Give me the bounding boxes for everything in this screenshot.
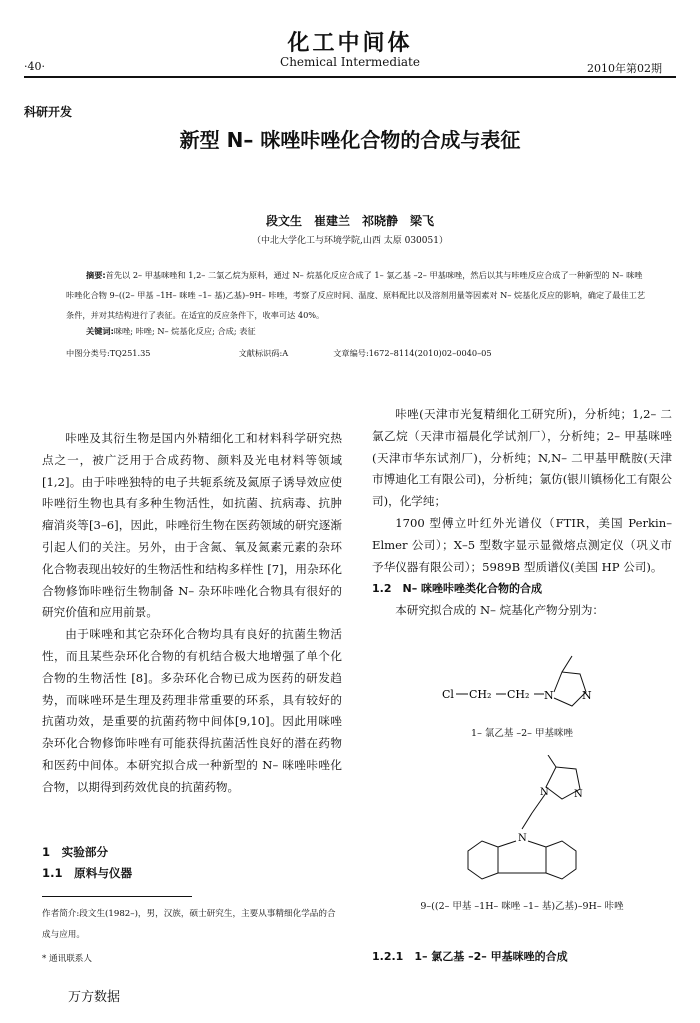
doc-code: 文献标识码:A xyxy=(238,348,289,358)
section-tag: 科研开发 xyxy=(24,105,73,119)
struct2-n-ring: N xyxy=(574,789,583,800)
affiliation: （中北大学化工与环境学院,山西 太原 030051） xyxy=(252,236,448,246)
struct2-n-ring-2: N xyxy=(540,787,549,798)
journal-logo-cn: 化工中间体 xyxy=(287,30,413,56)
structure-imidazolyl-carbazole xyxy=(460,755,610,890)
authors: 段文生 崔建兰 祁晓静 梁飞 xyxy=(265,214,434,228)
watermark: 万方数据 xyxy=(68,990,121,1005)
methyl-bond xyxy=(562,656,572,672)
materials-paragraph: 咔唑(天津市光复精细化工研究所)，分析纯；1,2– 二氯乙烷（天津市福晨化学试剂厂），分析纯；2– 甲基咪唑(天津市华东试剂厂)，分析纯；N,N– 二甲基甲酰胺(天津市博迪化工有限公司)，分析纯；氯仿(银川镇杨化工有限公司)，化学纯； xyxy=(372,407,672,509)
left-column xyxy=(42,428,342,799)
article-number: 文章编号:1672–8114(2010)02–0040–05 xyxy=(333,348,492,358)
struct1-ch2-a: CH₂ xyxy=(469,688,492,701)
struct1-ch2-b: CH₂ xyxy=(507,688,530,701)
synthesis-intro: 本研究拟合成的 N– 烷基化产物分别为： xyxy=(395,603,605,618)
methyl-bond xyxy=(548,755,556,767)
bond xyxy=(498,841,516,847)
journal-name-en: Chemical Intermediate xyxy=(280,55,420,69)
intro-paragraph-1: 咔唑及其衍生物是国内外精细化工和材料科学研究热点之一，被广泛用于合成药物、颜料及光电材料等领域[1,2]。由于咔唑独特的电子共轭系统及氮原子诱导效应使咔唑衍生物也具有多种生物活性，如抗菌、抗病毒、抗肿瘤消炎等[3–6]，因此，咔唑衍生物在医药领域的研究逐渐引起人们的关注。另外，由于含氮、氧及氮素元素的杂环化合物表现出较好的生物活性和结构多样性 [7]，用杂环化合物修饰咔唑衍生物制备 N– 杂环咔唑化合物具有很好的研究价值和应用前景。 xyxy=(42,431,342,620)
paper-title: 新型 N– 咪唑咔唑化合物的合成与表征 xyxy=(179,128,521,152)
intro-paragraph-2: 由于咪唑和其它杂环化合物均具有良好的抗菌生物活性，而且某些杂环化合物的有机结合极大地增强了单个化合物的生物活性 [8]。多杂环化合物已成为医药的研发趋势，而咪唑环是生理及药理非常重要的环系，具有较好的抗菌功效，是重要的抗菌药物中间体[9,10]。因此用咪唑杂环化合物修饰咔唑有可能获得抗菌活性良好的潜在药物和医药中间体。本研究拟合成一种新型的 N– 咪唑咔唑化合物，以期得到药效优良的抗菌药物。 xyxy=(42,627,342,794)
heading-materials: 1.1 原料与仪器 xyxy=(42,866,133,880)
clc-number: 中图分类号:TQ251.35 xyxy=(66,348,151,358)
abstract xyxy=(66,265,646,325)
bond xyxy=(528,841,546,847)
instruments-paragraph: 1700 型傅立叶红外光谱仪（FTIR，美国 Perkin–Elmer 公司）；X–5 型数字显示显微熔点测定仪（巩义市予华仪器有限公司）；5989B 型质谱仪(美国 HP 公司)。 xyxy=(372,515,672,574)
structure-chloroethyl-methylimidazole xyxy=(440,650,620,720)
abstract-text: 首先以 2– 甲基咪唑和 1,2– 二氯乙烷为原料，通过 N– 烷基化反应合成了 1– 氯乙基 –2– 甲基咪唑，然后以其与咔唑反应合成了一种新型的 N– 咪唑咔唑化合物 9–((2– 甲基 –1H– 咪唑 –1– 基)乙基)–9H– 咔唑，考察了反应时间、温度、原料配比以及溶剂用量等因素对 N– 烷基化反应的影响，确定了最佳工艺条件，并对其结构进行了表征。在适宜的反应条件下，收率可达 40%。 xyxy=(66,270,646,320)
issue-label: 2010年第02期 xyxy=(587,62,662,75)
heading-synthesis: 1.2 N– 咪唑咔唑类化合物的合成 xyxy=(372,582,543,596)
footnote-rule xyxy=(42,896,192,897)
page-number: ·40· xyxy=(24,60,45,73)
keywords-text: 咪唑; 咔唑; N– 烷基化反应; 合成; 表征 xyxy=(113,326,256,336)
heading-chloroethyl-synthesis: 1.2.1 1– 氯乙基 –2– 甲基咪唑的合成 xyxy=(372,950,568,963)
ethyl-bond xyxy=(522,813,532,829)
contact-footnote: * 通讯联系人 xyxy=(42,954,92,964)
right-column xyxy=(372,404,672,622)
abstract-label: 摘要: xyxy=(86,270,106,280)
author-footnote: 作者简介:段文生(1982–)，男，汉族，硕士研究生，主要从事精细化学品的合成与应用。 xyxy=(42,909,336,940)
caption-compound-1: 1– 氯乙基 –2– 甲基咪唑 xyxy=(471,728,573,739)
ethyl-bond xyxy=(532,793,546,813)
struct2-n: N xyxy=(518,833,527,844)
keywords-label: 关键词: xyxy=(86,326,114,336)
classification-line xyxy=(66,348,626,359)
benzene-ring-right xyxy=(546,841,576,879)
benzene-ring-left xyxy=(468,841,498,879)
keywords xyxy=(86,326,256,337)
struct1-cl: Cl xyxy=(442,688,454,701)
struct1-n1: N xyxy=(544,689,554,702)
heading-experimental: 1 实验部分 xyxy=(42,845,109,859)
struct1-n2: N xyxy=(582,689,592,702)
caption-compound-2: 9–((2– 甲基 –1H– 咪唑 –1– 基)乙基)–9H– 咔唑 xyxy=(420,901,624,912)
header-rule xyxy=(24,76,676,78)
